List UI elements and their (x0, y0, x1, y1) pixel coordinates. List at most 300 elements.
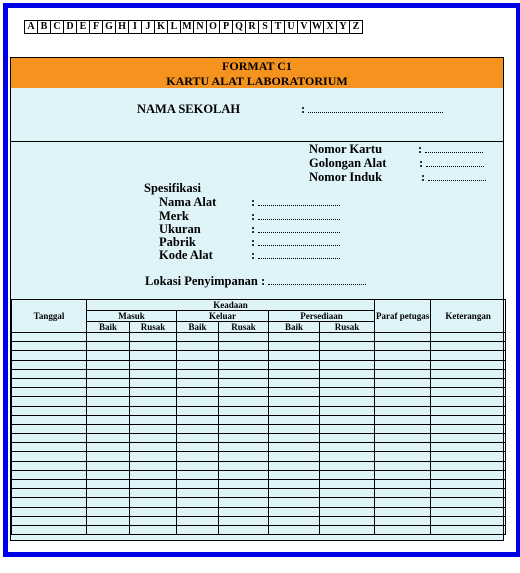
col-stock-good: Baik (269, 322, 320, 333)
table-cell[interactable] (219, 443, 269, 452)
alphabet-letter: R (245, 20, 259, 34)
table-cell[interactable] (12, 443, 87, 452)
table-cell[interactable] (87, 489, 130, 498)
storage-line (268, 274, 366, 285)
inventory-number-field[interactable] (421, 170, 486, 185)
table-cell[interactable] (320, 516, 375, 525)
alphabet-letter: M (180, 20, 194, 34)
table-cell[interactable] (269, 406, 320, 415)
table-cell[interactable] (12, 342, 87, 351)
table-row (12, 369, 506, 378)
table-cell[interactable] (219, 424, 269, 433)
table-cell[interactable] (130, 388, 177, 397)
table-cell[interactable] (177, 480, 219, 489)
table-cell[interactable] (87, 406, 130, 415)
table-cell[interactable] (269, 342, 320, 351)
table-row (12, 443, 506, 452)
spec-name-field[interactable] (251, 195, 340, 210)
table-row (12, 489, 506, 498)
table-cell[interactable] (375, 434, 431, 443)
table-cell[interactable] (177, 461, 219, 470)
spec-brand-line (258, 209, 340, 220)
table-cell[interactable] (431, 461, 506, 470)
table-cell[interactable] (87, 452, 130, 461)
table-cell[interactable] (431, 388, 506, 397)
table-cell[interactable] (269, 525, 320, 534)
col-out-damaged: Rusak (219, 322, 269, 333)
table-cell[interactable] (130, 443, 177, 452)
alphabet-letter: P (219, 20, 233, 34)
table-cell[interactable] (87, 507, 130, 516)
alphabet-letter: O (206, 20, 220, 34)
table-cell[interactable] (320, 388, 375, 397)
spec-name-line (258, 195, 340, 206)
table-cell[interactable] (219, 360, 269, 369)
table-cell[interactable] (219, 480, 269, 489)
table-cell[interactable] (269, 397, 320, 406)
table-cell[interactable] (375, 461, 431, 470)
table-cell[interactable] (269, 516, 320, 525)
table-cell[interactable] (177, 388, 219, 397)
table-cell[interactable] (87, 333, 130, 342)
table-cell[interactable] (219, 516, 269, 525)
colon: : (251, 195, 256, 209)
table-cell[interactable] (12, 351, 87, 360)
alphabet-letter: L (167, 20, 181, 34)
table-cell[interactable] (320, 507, 375, 516)
table-cell[interactable] (12, 452, 87, 461)
table-row (12, 351, 506, 360)
table-cell[interactable] (269, 461, 320, 470)
table-cell[interactable] (219, 369, 269, 378)
colon: : (251, 209, 256, 223)
colon: : (419, 156, 424, 170)
table-cell[interactable] (219, 461, 269, 470)
table-cell[interactable] (87, 378, 130, 387)
table-cell[interactable] (320, 360, 375, 369)
table-cell[interactable] (12, 406, 87, 415)
table-cell[interactable] (177, 406, 219, 415)
table-cell[interactable] (431, 333, 506, 342)
table-cell[interactable] (269, 452, 320, 461)
col-out: Keluar (177, 311, 269, 322)
table-cell[interactable] (219, 388, 269, 397)
alphabet-letter: F (89, 20, 103, 34)
table-cell[interactable] (130, 498, 177, 507)
alphabet-letter: X (323, 20, 337, 34)
inventory-number-line (428, 170, 486, 181)
table-cell[interactable] (320, 406, 375, 415)
table-cell[interactable] (12, 434, 87, 443)
table-cell[interactable] (375, 369, 431, 378)
table-cell[interactable] (219, 525, 269, 534)
table-cell[interactable] (87, 516, 130, 525)
table-row (12, 525, 506, 534)
alphabet-letter: Q (232, 20, 246, 34)
table-cell[interactable] (375, 388, 431, 397)
table-cell[interactable] (177, 369, 219, 378)
alphabet-letter: Z (349, 20, 363, 34)
table-cell[interactable] (12, 461, 87, 470)
table-cell[interactable] (320, 378, 375, 387)
table-cell[interactable] (12, 369, 87, 378)
alphabet-letter: V (297, 20, 311, 34)
table-cell[interactable] (130, 397, 177, 406)
table-cell[interactable] (375, 525, 431, 534)
table-cell[interactable] (130, 378, 177, 387)
alphabet-letter: N (193, 20, 207, 34)
table-cell[interactable] (269, 333, 320, 342)
alphabet-letter: S (258, 20, 272, 34)
table-cell[interactable] (177, 443, 219, 452)
spec-factory-label: Pabrik (159, 235, 196, 249)
spec-size-line (258, 222, 340, 233)
format-code: FORMAT C1 (222, 59, 292, 73)
table-cell[interactable] (219, 452, 269, 461)
table-cell[interactable] (130, 342, 177, 351)
table-cell[interactable] (431, 360, 506, 369)
table-cell[interactable] (219, 507, 269, 516)
storage-label: Lokasi Penyimpanan : (145, 274, 266, 288)
alphabet-letter: W (312, 21, 322, 32)
table-row (12, 388, 506, 397)
table-cell[interactable] (431, 369, 506, 378)
table-row (12, 342, 506, 351)
table-cell[interactable] (130, 452, 177, 461)
table-cell[interactable] (431, 489, 506, 498)
alphabet-letter: J (141, 20, 155, 34)
alphabet-letter: H (115, 20, 129, 34)
table-cell[interactable] (320, 434, 375, 443)
table-cell[interactable] (320, 525, 375, 534)
table-cell[interactable] (320, 461, 375, 470)
table-cell[interactable] (431, 424, 506, 433)
table-cell[interactable] (219, 406, 269, 415)
table-cell[interactable] (12, 378, 87, 387)
table-cell[interactable] (177, 351, 219, 360)
table-cell[interactable] (130, 507, 177, 516)
table-cell[interactable] (219, 333, 269, 342)
table-cell[interactable] (219, 415, 269, 424)
spec-code-label: Kode Alat (159, 248, 213, 262)
log-table (11, 299, 506, 535)
table-row (12, 470, 506, 479)
table-cell[interactable] (269, 507, 320, 516)
table-cell[interactable] (12, 397, 87, 406)
table-cell[interactable] (431, 498, 506, 507)
alphabet-letter: D (63, 20, 77, 34)
table-cell[interactable] (177, 333, 219, 342)
table-cell[interactable] (269, 498, 320, 507)
table-cell[interactable] (87, 525, 130, 534)
table-row (12, 397, 506, 406)
table-cell[interactable] (320, 342, 375, 351)
table-cell[interactable] (130, 489, 177, 498)
table-cell[interactable] (177, 470, 219, 479)
table-cell[interactable] (130, 461, 177, 470)
table-cell[interactable] (12, 525, 87, 534)
table-cell[interactable] (87, 397, 130, 406)
table-cell[interactable] (431, 406, 506, 415)
table-cell[interactable] (375, 342, 431, 351)
table-cell[interactable] (130, 424, 177, 433)
alphabet-letter: B (37, 20, 51, 34)
table-cell[interactable] (269, 443, 320, 452)
table-cell[interactable] (12, 516, 87, 525)
card-header (11, 58, 503, 88)
table-row (12, 415, 506, 424)
table-cell[interactable] (320, 415, 375, 424)
table-cell[interactable] (269, 360, 320, 369)
table-cell[interactable] (431, 351, 506, 360)
table-cell[interactable] (219, 378, 269, 387)
table-row (12, 434, 506, 443)
table-cell[interactable] (177, 360, 219, 369)
spec-name-label: Nama Alat (159, 195, 217, 209)
table-cell[interactable] (320, 333, 375, 342)
table-cell[interactable] (177, 498, 219, 507)
table-cell[interactable] (375, 397, 431, 406)
table-cell[interactable] (177, 415, 219, 424)
table-cell[interactable] (375, 452, 431, 461)
table-cell[interactable] (431, 342, 506, 351)
colon: : (418, 142, 423, 156)
spec-brand-label: Merk (159, 209, 189, 223)
table-cell[interactable] (87, 415, 130, 424)
table-cell[interactable] (177, 378, 219, 387)
col-signature: Paraf petugas (375, 300, 431, 333)
col-date: Tanggal (12, 300, 87, 333)
table-row (12, 507, 506, 516)
alphabet-letter: U (284, 20, 298, 34)
table-cell[interactable] (431, 525, 506, 534)
table-cell[interactable] (375, 360, 431, 369)
table-cell[interactable] (320, 480, 375, 489)
equipment-group-line (426, 156, 484, 167)
col-stock: Persediaan (269, 311, 375, 322)
colon: : (251, 235, 256, 249)
equipment-group-field[interactable] (419, 156, 484, 171)
spec-title: Spesifikasi (144, 181, 201, 195)
spec-factory-line (258, 235, 340, 246)
col-in-good: Baik (87, 322, 130, 333)
table-cell[interactable] (320, 470, 375, 479)
table-cell[interactable] (375, 415, 431, 424)
table-row (12, 498, 506, 507)
table-cell[interactable] (269, 489, 320, 498)
school-field[interactable] (301, 102, 443, 117)
table-cell[interactable] (219, 434, 269, 443)
table-cell[interactable] (431, 378, 506, 387)
table-cell[interactable] (219, 342, 269, 351)
table-row (12, 516, 506, 525)
table-cell[interactable] (130, 434, 177, 443)
school-label: NAMA SEKOLAH (137, 102, 241, 116)
table-cell[interactable] (87, 369, 130, 378)
spec-code-field[interactable] (251, 248, 340, 263)
table-cell[interactable] (87, 434, 130, 443)
table-row (12, 452, 506, 461)
table-cell[interactable] (375, 333, 431, 342)
table-cell[interactable] (177, 507, 219, 516)
table-cell[interactable] (130, 415, 177, 424)
alphabet-letter: A (24, 20, 38, 34)
table-cell[interactable] (320, 443, 375, 452)
table-cell[interactable] (12, 489, 87, 498)
table-cell[interactable] (431, 443, 506, 452)
table-row (12, 378, 506, 387)
table-cell[interactable] (87, 498, 130, 507)
table-cell[interactable] (269, 415, 320, 424)
storage-field[interactable] (145, 274, 366, 289)
table-cell[interactable] (375, 424, 431, 433)
colon: : (421, 170, 426, 184)
table-cell[interactable] (375, 480, 431, 489)
table-cell[interactable] (87, 424, 130, 433)
table-cell[interactable] (130, 480, 177, 489)
table-cell[interactable] (177, 516, 219, 525)
table-cell[interactable] (431, 470, 506, 479)
table-cell[interactable] (320, 424, 375, 433)
table-cell[interactable] (12, 480, 87, 489)
table-cell[interactable] (130, 360, 177, 369)
table-cell[interactable] (375, 498, 431, 507)
equipment-group-label: Golongan Alat (309, 156, 387, 170)
table-cell[interactable] (177, 489, 219, 498)
table-cell[interactable] (219, 351, 269, 360)
table-cell[interactable] (431, 397, 506, 406)
table-cell[interactable] (320, 369, 375, 378)
table-cell[interactable] (12, 424, 87, 433)
table-cell[interactable] (130, 369, 177, 378)
alphabet-letter: I (128, 20, 142, 34)
table-cell[interactable] (269, 388, 320, 397)
card-number-field[interactable] (418, 142, 483, 157)
table-cell[interactable] (130, 525, 177, 534)
table-cell[interactable] (87, 351, 130, 360)
table-cell[interactable] (130, 333, 177, 342)
table-cell[interactable] (269, 480, 320, 489)
table-row (12, 461, 506, 470)
card-number-label: Nomor Kartu (309, 142, 383, 156)
table-cell[interactable] (130, 516, 177, 525)
table-cell[interactable] (375, 351, 431, 360)
spec-size-label: Ukuran (159, 222, 201, 236)
table-cell[interactable] (219, 397, 269, 406)
alphabet-letter: E (76, 20, 90, 34)
col-condition: Keadaan (87, 300, 375, 311)
table-cell[interactable] (130, 406, 177, 415)
table-cell[interactable] (87, 388, 130, 397)
table-cell[interactable] (320, 397, 375, 406)
table-cell[interactable] (431, 480, 506, 489)
table-cell[interactable] (130, 470, 177, 479)
table-cell[interactable] (130, 351, 177, 360)
table-cell[interactable] (269, 351, 320, 360)
table-cell[interactable] (177, 424, 219, 433)
table-cell[interactable] (219, 470, 269, 479)
table-cell[interactable] (87, 470, 130, 479)
table-row (12, 360, 506, 369)
table-cell[interactable] (87, 342, 130, 351)
table-cell[interactable] (177, 342, 219, 351)
table-cell[interactable] (12, 388, 87, 397)
card-number-line (425, 142, 483, 153)
alphabet-letter: T (271, 20, 285, 34)
table-row (12, 406, 506, 415)
table-cell[interactable] (375, 470, 431, 479)
table-cell[interactable] (269, 424, 320, 433)
table-cell[interactable] (87, 360, 130, 369)
table-cell[interactable] (431, 415, 506, 424)
table-row (12, 480, 506, 489)
table-cell[interactable] (12, 360, 87, 369)
table-cell[interactable] (269, 434, 320, 443)
table-cell[interactable] (12, 498, 87, 507)
table-cell[interactable] (320, 452, 375, 461)
table-cell[interactable] (431, 516, 506, 525)
col-in-damaged: Rusak (130, 322, 177, 333)
table-cell[interactable] (375, 489, 431, 498)
table-cell[interactable] (12, 507, 87, 516)
table-cell[interactable] (87, 443, 130, 452)
table-cell[interactable] (375, 507, 431, 516)
table-cell[interactable] (177, 452, 219, 461)
school-colon: : (301, 102, 306, 116)
card-title: KARTU ALAT LABORATORIUM (166, 74, 348, 88)
table-cell[interactable] (87, 461, 130, 470)
table-cell[interactable] (12, 415, 87, 424)
table-cell[interactable] (320, 489, 375, 498)
alphabet-letter: Y (336, 20, 350, 34)
table-cell[interactable] (431, 452, 506, 461)
table-cell[interactable] (375, 378, 431, 387)
table-cell[interactable] (269, 369, 320, 378)
school-line (308, 102, 443, 113)
table-cell[interactable] (177, 525, 219, 534)
table-cell[interactable] (12, 470, 87, 479)
table-cell[interactable] (177, 434, 219, 443)
table-cell[interactable] (431, 434, 506, 443)
table-cell[interactable] (269, 470, 320, 479)
alphabet-letter: C (50, 20, 64, 34)
colon: : (251, 222, 256, 236)
col-remarks: Keterangan (431, 300, 506, 333)
table-cell[interactable] (375, 516, 431, 525)
table-cell[interactable] (375, 443, 431, 452)
col-in: Masuk (87, 311, 177, 322)
table-cell[interactable] (12, 333, 87, 342)
colon: : (251, 248, 256, 262)
table-cell[interactable] (320, 351, 375, 360)
table-cell[interactable] (177, 397, 219, 406)
table-cell[interactable] (87, 480, 130, 489)
spec-code-line (258, 248, 340, 259)
table-cell[interactable] (269, 378, 320, 387)
table-cell[interactable] (219, 498, 269, 507)
lab-equipment-card (10, 57, 504, 541)
table-cell[interactable] (375, 406, 431, 415)
inventory-number-label: Nomor Induk (309, 170, 383, 184)
table-cell[interactable] (219, 489, 269, 498)
alphabet-letter: K (154, 20, 168, 34)
table-row (12, 424, 506, 433)
table-cell[interactable] (320, 498, 375, 507)
table-row (12, 333, 506, 342)
alphabet-letter: G (102, 20, 116, 34)
table-cell[interactable] (431, 507, 506, 516)
col-stock-damaged: Rusak (320, 322, 375, 333)
